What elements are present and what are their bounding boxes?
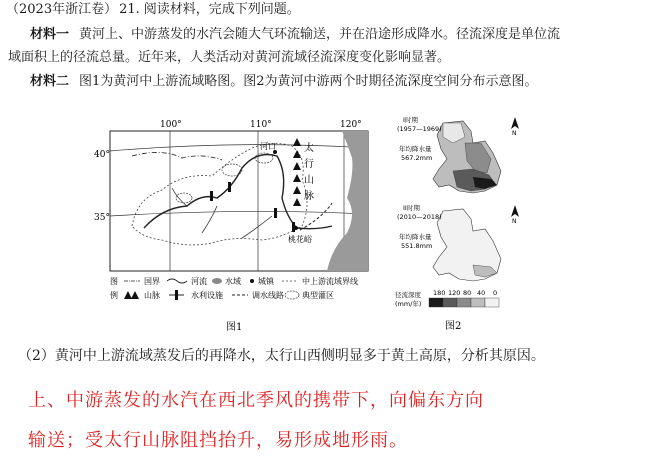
instruction: 阅读材料，完成下列问题。 xyxy=(143,2,300,17)
scale-value-40: 40 xyxy=(477,289,486,297)
legend-border: 国界 xyxy=(144,277,160,286)
material1-text2: 域面积上的径流总量。近年来，人类活动对黄河流域径流深度变化影响显著。 xyxy=(8,50,451,65)
place-taohuayu: 桃花峪 xyxy=(288,235,312,244)
exam-source: （2023年浙江卷） xyxy=(6,2,118,17)
depth-unit: (mm/年) xyxy=(395,300,422,308)
legend-basin-line: 中上游流域界线 xyxy=(302,277,358,286)
scale-swatch-3 xyxy=(457,298,471,307)
scale-value-80: 80 xyxy=(463,289,472,297)
material1-line2 xyxy=(8,49,450,67)
depth-scale xyxy=(429,298,499,307)
period1-label: I时期 xyxy=(403,116,418,124)
legend-mountain: 山脉 xyxy=(144,291,160,300)
material2-label: 材料二 xyxy=(30,74,70,89)
material2-text: 图1为黄河中上游流域略图。图2为黄河中游两个时期径流深度空间分布示意图。 xyxy=(79,74,538,89)
material1-line1 xyxy=(30,26,560,44)
rain-label-1: 年均降水量 xyxy=(399,145,432,153)
period2-years: (2010—2018) xyxy=(397,213,442,221)
mountain-char-2: 行 xyxy=(304,159,314,170)
scale-value-180: 180 xyxy=(433,289,446,297)
scale-swatch-4 xyxy=(471,298,485,307)
question-text: （2）黄河中上游流域蒸发后的再降水，太行山西侧明显多于黄土高原，分析其原因。 xyxy=(18,348,545,364)
answer-line2: 输送；受太行山脉阻挡抬升，易形成地形雨。 xyxy=(28,430,408,451)
figure1-legend xyxy=(110,276,358,300)
period2-label: II时期 xyxy=(403,204,420,212)
legend-dam: 水利设施 xyxy=(191,291,223,300)
legend-irrigation: 典型灌区 xyxy=(302,291,334,300)
question-header xyxy=(6,1,300,19)
figure2-caption: 图2 xyxy=(445,321,462,332)
lat-label-40: 40° xyxy=(94,150,110,160)
lon-label-110: 110° xyxy=(250,120,272,130)
figure2-runoff-maps xyxy=(393,113,523,335)
answer-line1: 上、中游蒸发的水汽在西北季风的携带下，向偏东方向 xyxy=(28,390,484,411)
period1-map xyxy=(433,121,501,193)
figure1-map xyxy=(92,118,382,338)
material2-line xyxy=(30,73,538,91)
scale-swatch-1 xyxy=(429,298,443,307)
map-frame xyxy=(110,131,368,271)
material1-text1: 黄河上、中游蒸发的水汽会随大气环流输送，并在沿途形成降水。径流深度是单位流 xyxy=(79,27,561,42)
material1-label: 材料一 xyxy=(30,27,70,42)
period2-map xyxy=(433,209,501,281)
place-hekou: 河口 xyxy=(260,142,276,151)
legend-title-2: 例 xyxy=(110,291,118,300)
svg-text:N: N xyxy=(512,218,517,225)
rain-value-2: 551.8mm xyxy=(401,242,433,250)
legend-town: 城镇 xyxy=(258,277,274,286)
svg-text:N: N xyxy=(512,130,517,137)
period1-years: (1957—1969) xyxy=(397,125,442,133)
depth-label: 径流深度 xyxy=(395,291,421,299)
lon-label-120: 120° xyxy=(340,120,362,130)
scale-swatch-5 xyxy=(485,298,499,307)
scale-value-0: 0 xyxy=(493,289,498,297)
lat-label-35: 35° xyxy=(94,213,110,223)
mountain-char-1: 太 xyxy=(304,143,314,154)
rain-value-1: 567.2mm xyxy=(401,154,433,162)
scale-value-120: 120 xyxy=(448,289,461,297)
legend-title-1: 图 xyxy=(110,277,118,286)
rain-label-2: 年均降水量 xyxy=(399,233,432,241)
scale-swatch-2 xyxy=(443,298,457,307)
mountain-char-4: 脉 xyxy=(304,191,314,202)
legend-river: 河流 xyxy=(191,277,207,286)
question-number: 21. xyxy=(119,2,140,17)
legend-transfer: 调水线路 xyxy=(252,291,284,300)
mountain-char-3: 山 xyxy=(304,175,314,186)
figure1-caption: 图1 xyxy=(226,322,243,333)
lon-label-100: 100° xyxy=(160,120,182,130)
legend-water: 水域 xyxy=(225,277,241,286)
